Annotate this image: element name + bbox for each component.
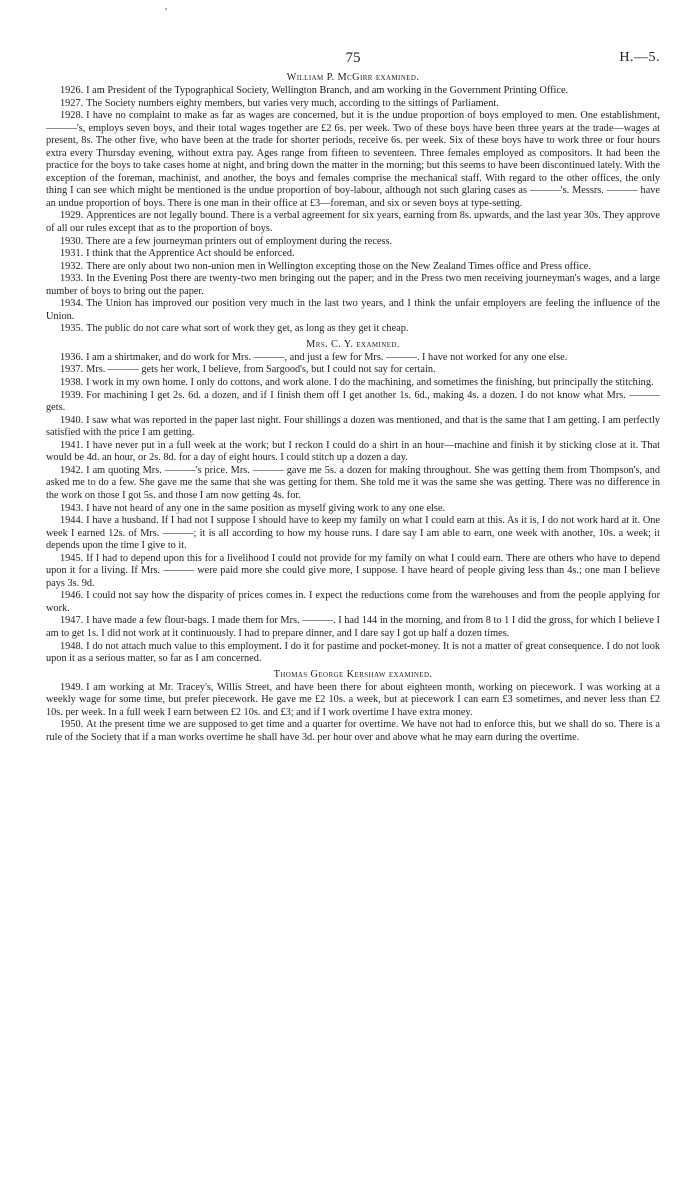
document-code: H.—5. <box>619 50 660 65</box>
testimony-paragraph <box>46 415 660 440</box>
testimony-paragraph <box>46 515 660 553</box>
witness-heading: Mrs. C. Y. examined. <box>306 338 400 350</box>
testimony-text: I have no complaint to make as far as wages are concerned, but it is the undue proportion of boys employed to men. One establishment, ———'s, employs seven boys, and their total wages together are £2 6s. per week. Two of these boys have been three years at the trade—wages at present, 8s. The other five, who have been at the trade for shorter periods, receive 6s. per week. Six of these boys have to work three or four hours extra every Thursday evening, without extra pay. Ages range from fifteen to seventeen. Three females employed as compositors. It had been the practice for the boys to take cases home at night, and bring down the matter in the morning; but this seems to have been discontinued lately. With the exception of the foreman, machinist, and another, the boys and females comprise the mechanical staff. With regard to the other offices, the only thing I can see which might be mentioned is the undue proportion of boy-labour, although not such glaring cases as ———'s. Messrs. ——— have an undue proportion of boys. There is one man in their office at £3—foreman, and six or seven boys at type-setting. <box>46 110 660 209</box>
testimony-text: The Union has improved our position very much in the last two years, and I think the unfair employers are feeling the influence of the Union. <box>46 298 660 322</box>
question-number: 1946. <box>60 590 84 602</box>
testimony-paragraph <box>46 323 660 336</box>
testimony-paragraph <box>46 553 660 591</box>
document-page <box>46 50 660 1170</box>
testimony-text: Apprentices are not legally bound. There is a verbal agreement for six years, earning from 8s. upwards, and the last year 30s. They approve of all our rules except that as to the proportion of boys. <box>46 210 660 235</box>
testimony-text: The public do not care what sort of work they get, as long as they get it cheap. <box>86 323 409 335</box>
testimony-text: The Society numbers eighty members, but varies very much, according to the sittings of Parliament. <box>86 97 499 109</box>
question-number: 1930. <box>60 235 84 247</box>
testimony-text: I have not heard of any one in the same position as myself giving work to any one else. <box>86 502 446 514</box>
question-number: 1927. <box>60 97 84 109</box>
testimony-paragraph <box>46 390 660 415</box>
testimony-text: I am a shirtmaker, and do work for Mrs. ———, and just a few for Mrs. ———. I have not worked for any one else. <box>86 351 568 363</box>
testimony-paragraph <box>46 352 660 365</box>
testimony-paragraph <box>46 98 660 111</box>
question-number: 1928. <box>60 110 84 122</box>
page-number: 75 <box>345 50 361 66</box>
testimony-paragraph <box>46 682 660 720</box>
witness-heading: Thomas George Kershaw examined. <box>273 668 433 680</box>
testimony-paragraph <box>46 440 660 465</box>
testimony-paragraph <box>46 236 660 249</box>
testimony-text: I could not say how the disparity of prices comes in. I expect the reductions come from the warehouses and from the people applying for work. <box>46 590 660 614</box>
question-number: 1942. <box>60 464 84 476</box>
question-number: 1938. <box>60 377 84 389</box>
testimony-paragraph <box>46 377 660 390</box>
question-number: 1944. <box>60 515 84 527</box>
page-header <box>46 50 660 66</box>
testimony-paragraph <box>46 273 660 298</box>
testimony-text: I have never put in a full week at the work; but I reckon I could do a shirt in an hour—machine and finish it by sticking close at it. That would be 4d. an hour, or 2s. 8d. for a day of eight hours. I could stitch up a dozen a day. <box>46 439 660 464</box>
document-body <box>46 71 660 744</box>
question-number: 1931. <box>60 248 84 260</box>
testimony-text: I have made a few flour-bags. I made them for Mrs. ———. I had 144 in the morning, and from 8 to 1 I did the gross, for which I believe I am to get 1s. I did not work at it continuously. I had to prepare dinner, and I dare say I got up half a dozen times. <box>46 615 660 639</box>
testimony-paragraph <box>46 261 660 274</box>
testimony-paragraph <box>46 641 660 666</box>
question-number: 1929. <box>60 210 84 222</box>
question-number: 1926. <box>60 85 84 96</box>
question-number: 1932. <box>60 260 84 272</box>
testimony-text: In the Evening Post there are twenty-two men bringing out the paper; and in the Press two men receiving journeyman's wages, and a large number of boys to bring out the paper. <box>46 273 660 297</box>
testimony-text: If I had to depend upon this for a livelihood I could not provide for my family on what I could earn. There are others who have to depend upon it for a living. If Mrs. ——— were paid more she could give more, I suppose. I have heard of people giving less than 4s.; one man I believe pays 3s. 9d. <box>46 552 660 589</box>
question-number: 1937. <box>60 364 84 376</box>
witness-heading: William P. McGirr examined. <box>286 72 420 83</box>
testimony-text: At the present time we are supposed to get time and a quarter for overtime. We have not had to enforce this, but we shall do so. There is a rule of the Society that if a man works overtime he shall have 3d. per hour over and above what he may earn during the overtime. <box>46 719 660 743</box>
testimony-text: There are only about two non-union men in Wellington excepting those on the New Zealand Times office and Press office. <box>86 260 591 272</box>
testimony-text: I work in my own home. I only do cottons, and work alone. I do the machining, and sometimes the finishing, but principally the stitching. <box>86 377 654 389</box>
question-number: 1939. <box>60 389 84 401</box>
testimony-text: For machining I get 2s. 6d. a dozen, and if I finish them off I get another 1s. 6d., making 4s. a dozen. I do not know what Mrs. ——— gets. <box>46 389 660 414</box>
testimony-text: Mrs. ——— gets her work, I believe, from Sargood's, but I could not say for certain. <box>86 364 436 376</box>
testimony-text: I do not attach much value to this employment. I do it for pastime and pocket-money. It is not a matter of great consequence. I do not look upon it as a serious matter, so far as I am concerned. <box>46 640 660 665</box>
question-number: 1949. <box>60 681 84 693</box>
testimony-text: I saw what was reported in the paper last night. Four shillings a dozen was mentioned, and that is the same that I am getting. I am perfectly satisfied with the price I am getting. <box>46 414 660 439</box>
testimony-paragraph <box>46 85 660 98</box>
testimony-text: I am working at Mr. Tracey's, Willis Street, and have been there for about eighteen month, working on piecework. I was working at a weekly wage for some time, but prefer piecework. He gave me £2 10s. a week, but at piecework I can earn £3 sometimes, and never less than £2 10s. per week. In a full week I earn between £2 10s. and £3; and if I work overtime I have extra money. <box>46 681 660 718</box>
question-number: 1935. <box>60 323 84 335</box>
question-number: 1936. <box>60 351 84 363</box>
testimony-paragraph <box>46 110 660 210</box>
question-number: 1948. <box>60 640 84 652</box>
testimony-paragraph <box>46 465 660 503</box>
testimony-text: I am quoting Mrs. ———'s price. Mrs. ——— gave me 5s. a dozen for making throughout. She was getting them from Thompson's, and asked me to do a few. She gave me the same that she was getting for them. She told me it was the same she was getting. There was no difference in the work on those I got 5s. and those I am now getting 4s. for. <box>46 464 660 501</box>
question-number: 1934. <box>60 298 84 310</box>
testimony-paragraph <box>46 298 660 323</box>
testimony-text: There are a few journeyman printers out of employment during the recess. <box>86 235 393 247</box>
testimony-paragraph <box>46 503 660 516</box>
question-number: 1950. <box>60 719 84 731</box>
testimony-text: I have a husband. If I had not I suppose I should have to keep my family on what I could earn at this. As it is, I do not work hard at it. One week I earned 12s. of Mrs. ———; it is all according to how my house runs. I dare say I am able to earn, one week with another, 10s. a week; it depends upon the time I give to it. <box>46 515 660 552</box>
testimony-paragraph <box>46 248 660 261</box>
testimony-paragraph <box>46 719 660 744</box>
question-number: 1945. <box>60 552 84 564</box>
testimony-paragraph <box>46 210 660 235</box>
testimony-text: I think that the Apprentice Act should be enforced. <box>86 248 295 260</box>
testimony-paragraph <box>46 590 660 615</box>
question-number: 1941. <box>60 439 84 451</box>
question-number: 1940. <box>60 414 84 426</box>
scan-dot <box>165 8 167 10</box>
testimony-paragraph <box>46 364 660 377</box>
question-number: 1933. <box>60 273 84 285</box>
testimony-text: I am President of the Typographical Society, Wellington Branch, and am working in the Government Printing Office. <box>86 85 569 96</box>
question-number: 1943. <box>60 502 84 514</box>
testimony-paragraph <box>46 615 660 640</box>
question-number: 1947. <box>60 615 84 627</box>
